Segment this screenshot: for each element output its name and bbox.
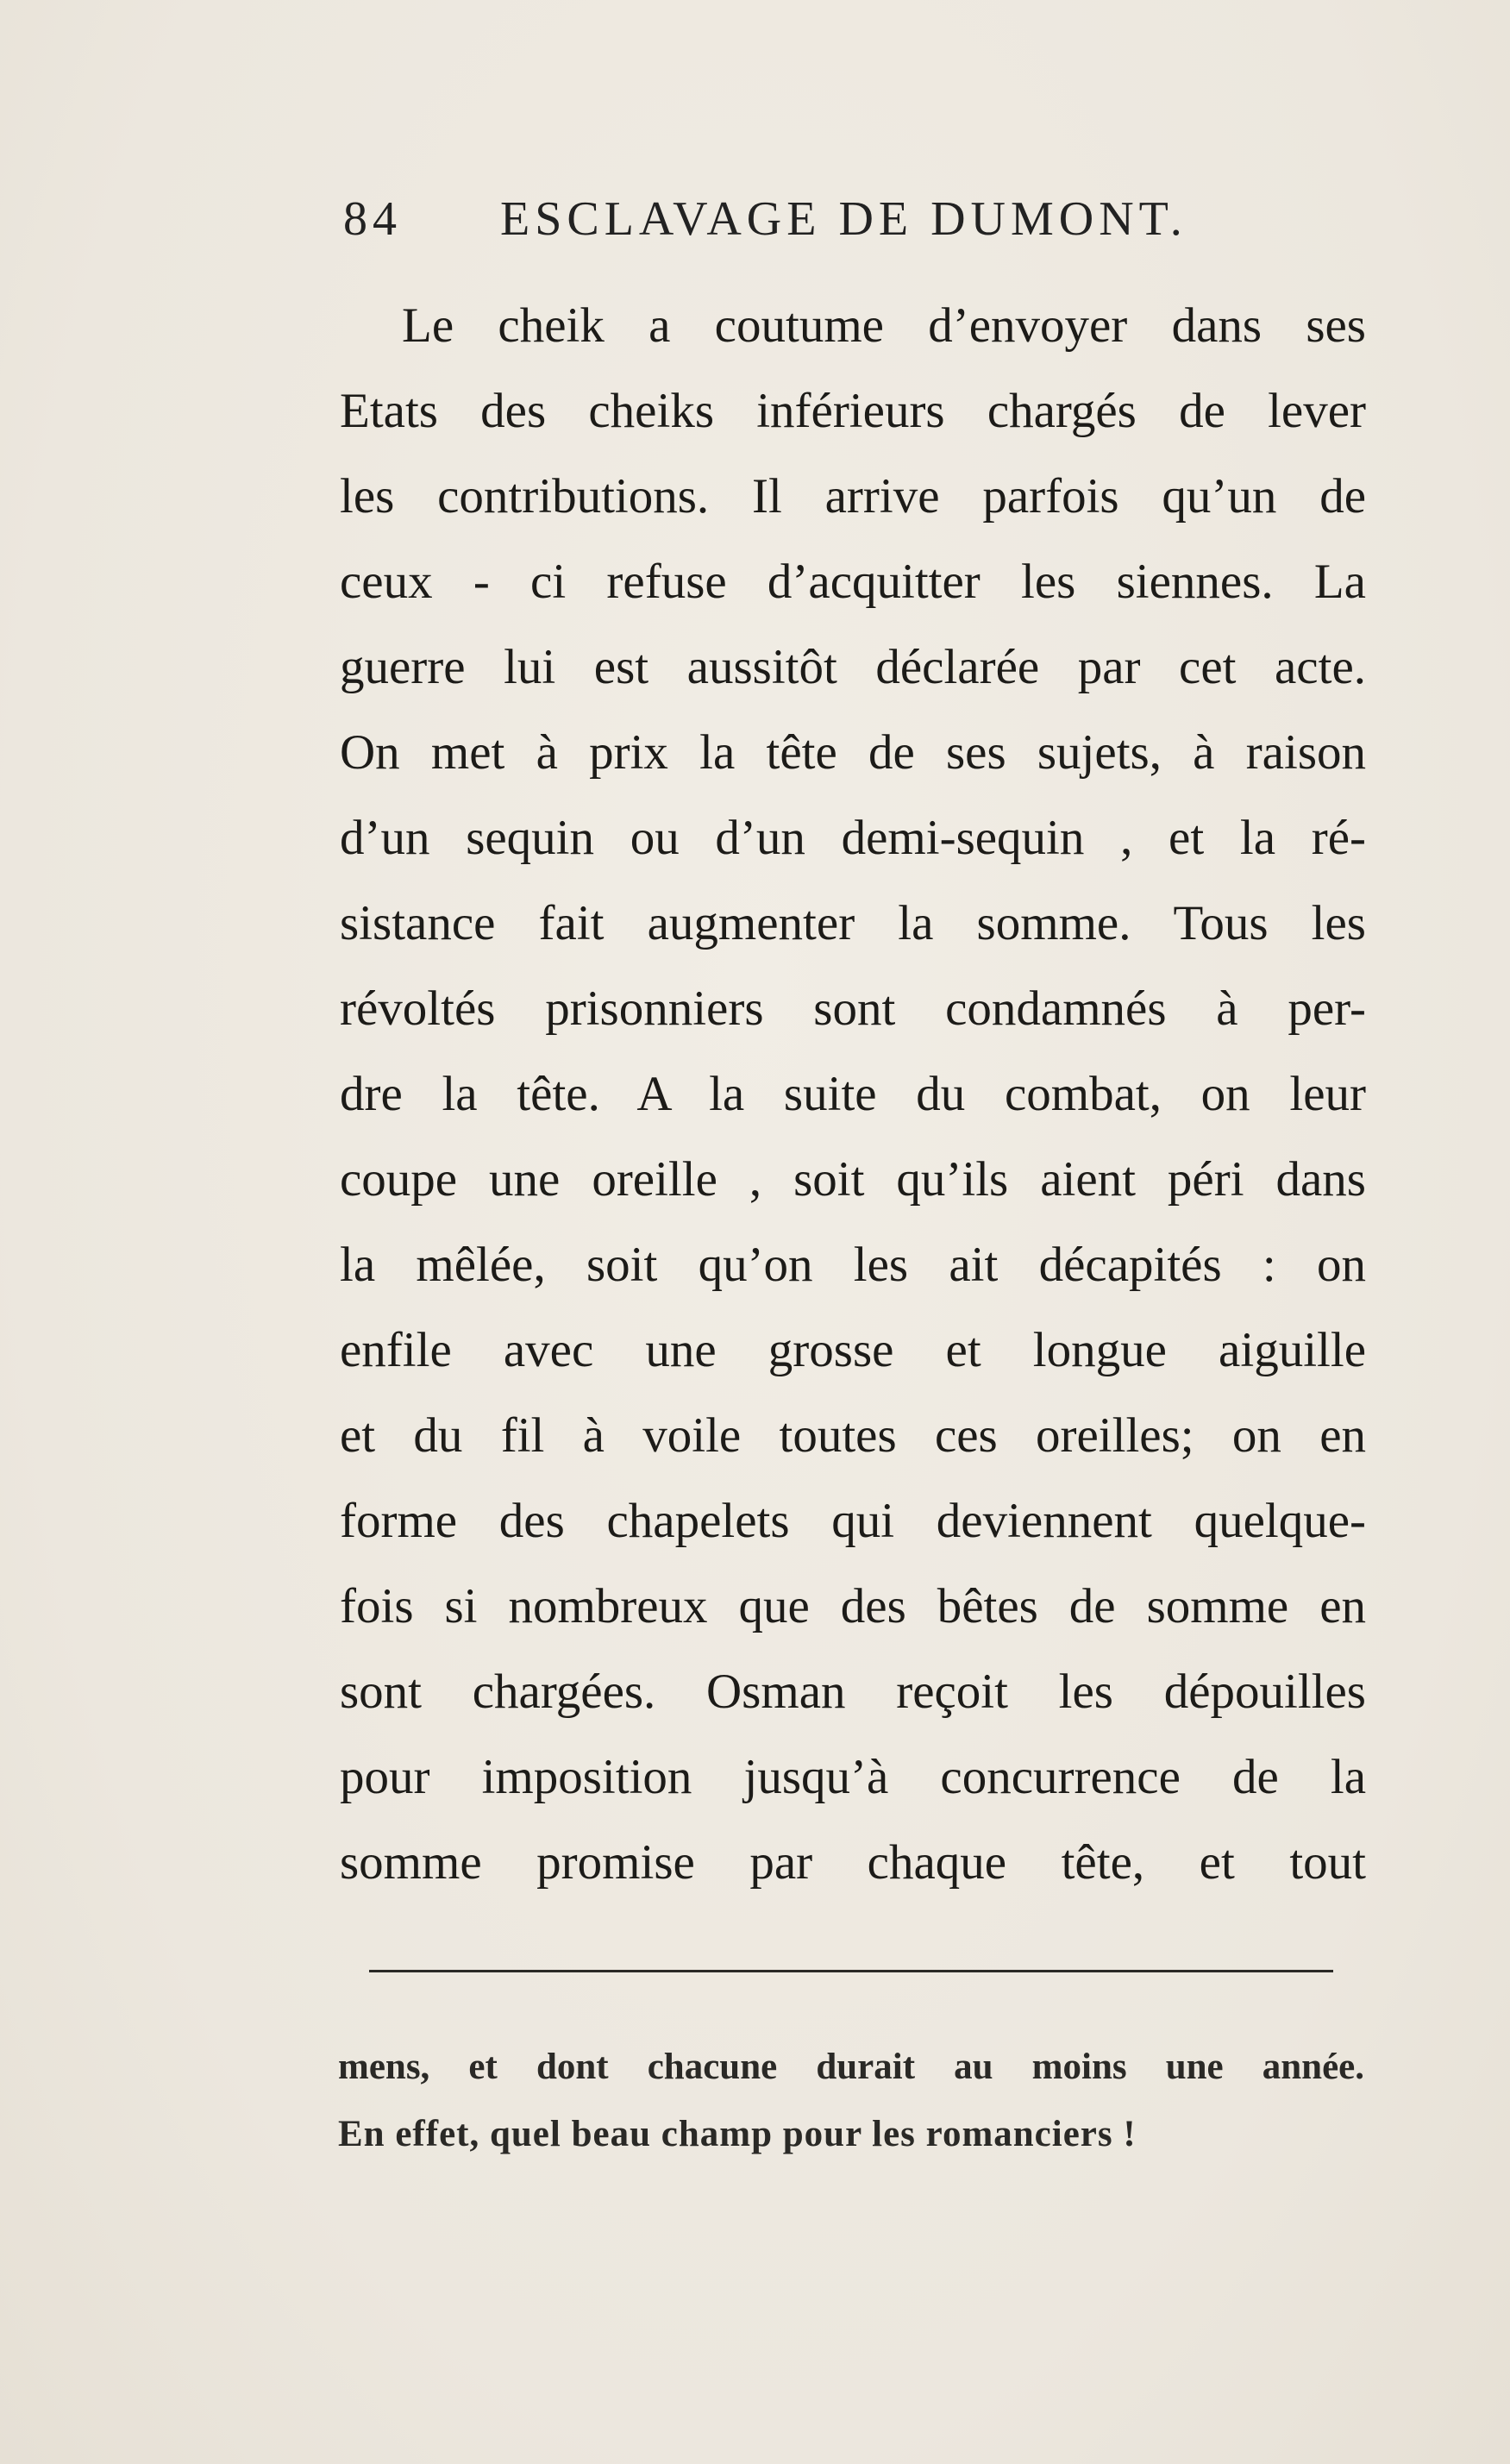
text-line: dre la tête. A la suite du combat, on leur	[340, 1067, 1366, 1121]
footnote-block	[338, 2034, 1364, 2168]
text-line: guerre lui est aussitôt déclarée par cet acte.	[340, 640, 1366, 694]
text-line: d’un sequin ou d’un demi-sequin , et la ré-	[340, 811, 1366, 865]
page-header	[343, 191, 1369, 260]
footnote-line: mens, et dont chacune durait au moins une année.	[338, 2047, 1364, 2087]
text-line: la mêlée, soit qu’on les ait décapités : on	[340, 1238, 1366, 1292]
main-text-block	[340, 283, 1366, 1905]
text-line: enfile avec une grosse et longue aiguille	[340, 1323, 1366, 1377]
page-number: 84	[343, 192, 402, 246]
text-line: sistance fait augmenter la somme. Tous les	[340, 896, 1366, 950]
text-line: ceux - ci refuse d’acquitter les siennes. La	[340, 555, 1366, 609]
text-line: fois si nombreux que des bêtes de somme en	[340, 1579, 1366, 1633]
footnote-separator-rule	[369, 1970, 1333, 1972]
text-line: coupe une oreille , soit qu’ils aient péri dans	[340, 1152, 1366, 1207]
text-line: Etats des cheiks inférieurs chargés de lever	[340, 384, 1366, 438]
running-title: ESCLAVAGE DE DUMONT.	[500, 192, 1187, 246]
text-line: révoltés prisonniers sont condamnés à per-	[340, 981, 1366, 1036]
text-line: et du fil à voile toutes ces oreilles; on en	[340, 1408, 1366, 1463]
text-line: forme des chapelets qui deviennent quelque-	[340, 1494, 1366, 1548]
text-line: somme promise par chaque tête, et tout	[340, 1835, 1366, 1890]
text-line: Le cheik a coutume d’envoyer dans ses	[402, 298, 1366, 353]
text-line: les contributions. Il arrive parfois qu’un de	[340, 469, 1366, 524]
text-line: On met à prix la tête de ses sujets, à raison	[340, 725, 1366, 780]
text-line: pour imposition jusqu’à concurrence de la	[340, 1750, 1366, 1804]
text-line: sont chargées. Osman reçoit les dépouilles	[340, 1665, 1366, 1719]
footnote-line: En effet, quel beau champ pour les romanciers !	[338, 2114, 1137, 2154]
